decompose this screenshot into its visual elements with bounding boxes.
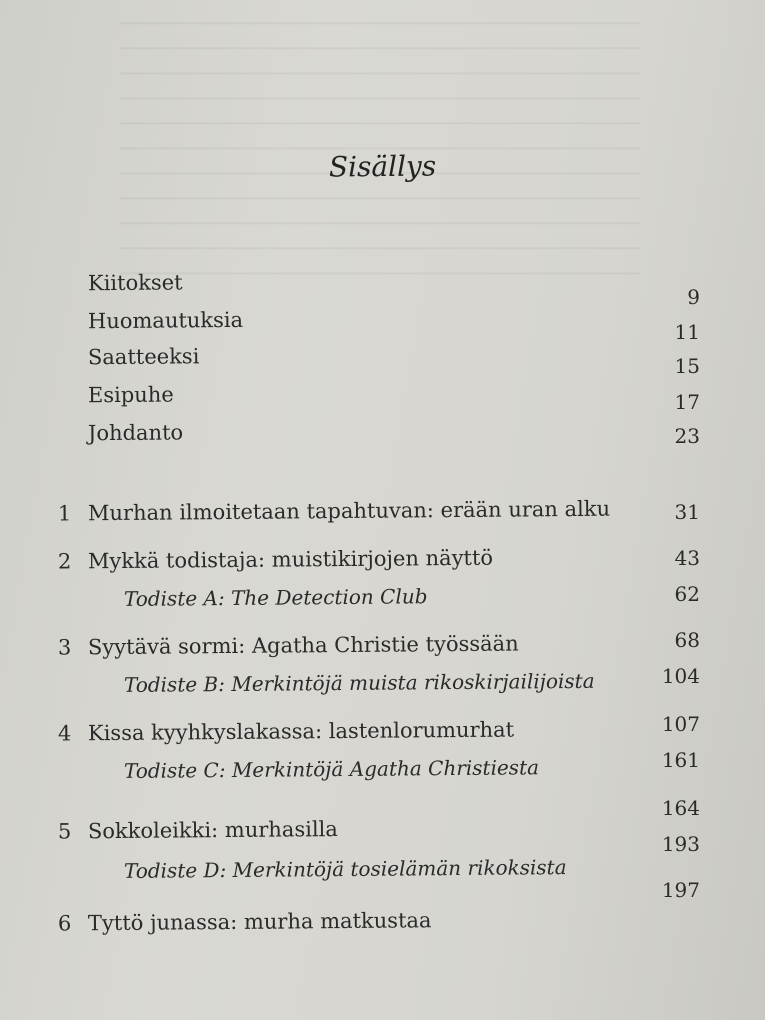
chapter-number: 4 [57,721,72,746]
toc-chapter-row [0,905,765,942]
chapter-title: Murhan ilmoitetaan tapahtuvan: erään uran alku [87,496,611,526]
toc-chapter-row [0,813,765,850]
toc-entry-page: 197 [661,878,700,902]
chapter-number: 1 [57,501,72,526]
toc-entry-page: 107 [661,712,700,736]
chapter-title: Mykkä todistaja: muistikirjojen näyttö [87,545,494,574]
toc-chapter-row [0,715,765,752]
exhibit-title: Todiste D: Merkintöjä tosielämän rikoksista [123,855,567,883]
toc-entry-page: 43 [674,546,700,570]
chapter-number: 6 [57,911,72,936]
toc-entry-page: 31 [674,500,700,524]
toc-subentry-row [0,753,765,790]
chapter-title: Syytävä sormi: Agatha Christie työssään [87,631,519,660]
exhibit-title: Todiste C: Merkintöjä Agatha Christiesta [123,755,540,783]
show-through-text [120,0,640,280]
toc-entry-label: Saatteeksi [87,344,200,370]
toc-chapter-row [0,495,765,532]
toc-entry-page: 62 [674,582,700,606]
toc-entry-page: 68 [674,628,700,652]
toc-entry-front [0,415,765,452]
exhibit-title: Todiste A: The Detection Club [123,584,428,611]
chapter-title: Sokkoleikki: murhasilla [87,817,338,844]
toc-entry-page: 9 [687,285,700,309]
toc-entry-label: Johdanto [87,420,184,446]
exhibit-title: Todiste B: Merkintöjä muista rikoskirjailijoista [123,668,595,697]
toc-entry-label: Huomautuksia [87,307,244,334]
toc-entry-page: 23 [674,424,700,448]
toc-entry-front [0,265,765,302]
toc-entry-page: 11 [674,320,700,344]
toc-entry-front [0,339,765,376]
toc-entry-label: Esipuhe [87,382,174,408]
toc-entry-front [0,377,765,414]
toc-entry-page: 161 [661,748,700,772]
chapter-number: 2 [57,549,72,574]
chapter-title: Tyttö junassa: murha matkustaa [87,908,432,936]
chapter-number: 5 [57,819,72,844]
chapter-number: 3 [57,635,72,660]
toc-chapter-row [0,543,765,580]
toc-entry-page: 193 [661,832,700,856]
toc-subentry-row [0,853,765,890]
toc-entry-page: 17 [674,390,700,414]
page-title: Sisällys [328,149,437,184]
chapter-title: Kissa kyyhkyslakassa: lastenlorumurhat [87,717,515,746]
toc-entry-page: 164 [661,796,700,820]
toc-entry-label: Kiitokset [87,270,183,296]
toc-entry-front [0,303,765,340]
toc-entry-page: 104 [661,664,700,688]
toc-subentry-row [0,581,765,618]
toc-entry-page: 15 [674,354,700,378]
toc-subentry-row [0,667,765,704]
toc-chapter-row [0,629,765,666]
